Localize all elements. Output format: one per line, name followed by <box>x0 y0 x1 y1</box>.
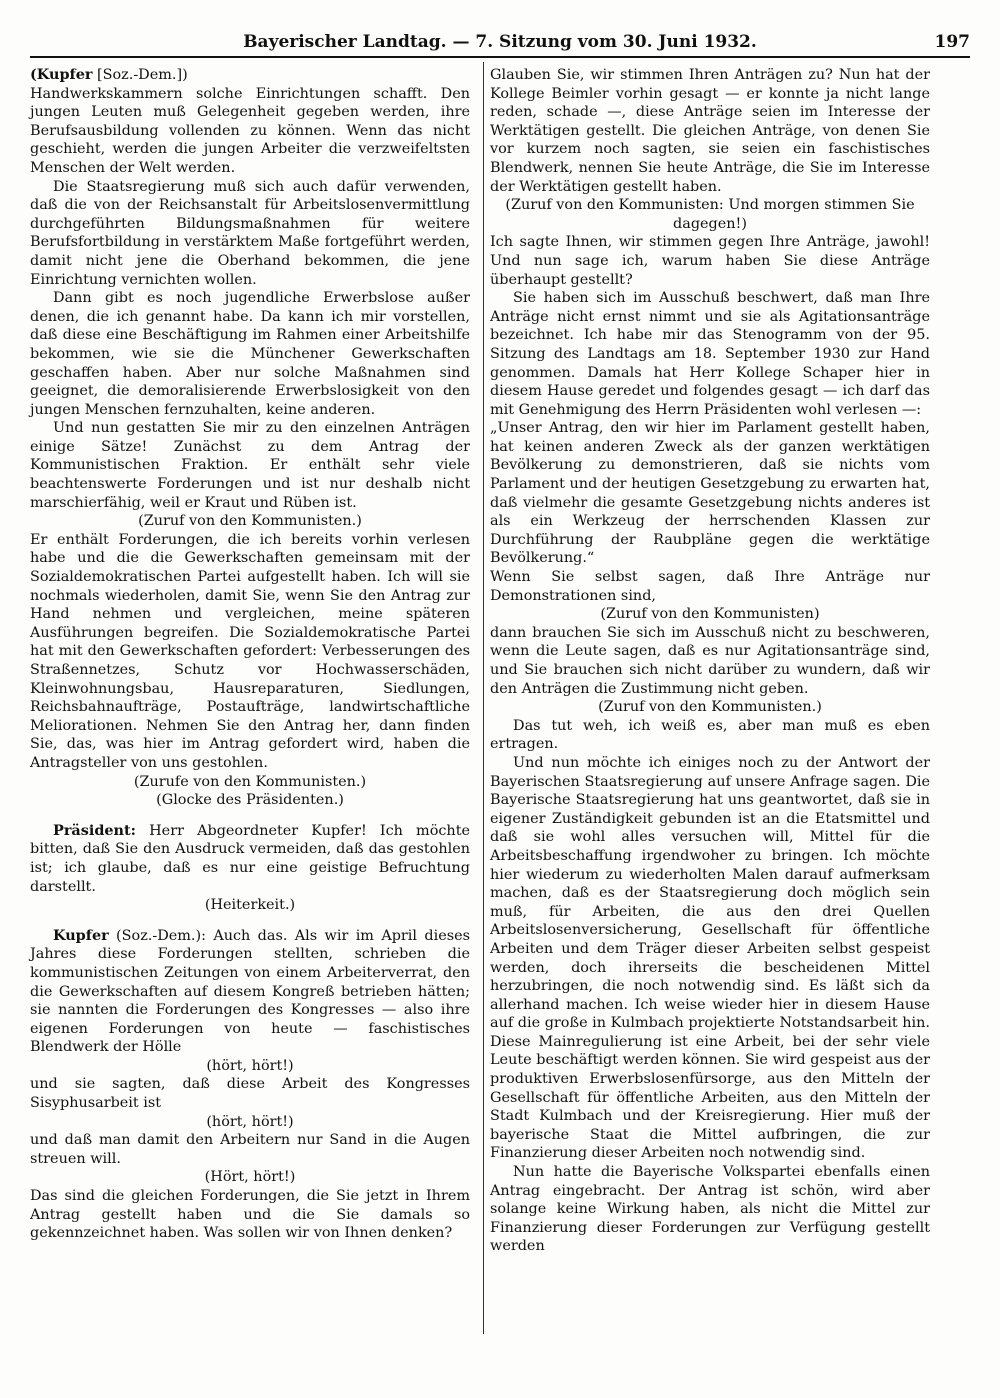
block-quote: „Unser Antrag, den wir hier im Parlament gestellt haben, hat keinen anderen Zweck als der ganzen werktätigen Bevölkerung zu demonstrieren, daß sie nichts vom Parlament und der heutigen Gesetzgebung zu erwarten hat, daß vielmehr die gesamte Gesetzgebung nichts anderes ist als ein Werkzeug der herrschenden Klassen zur Durchführung der Raubpläne gegen die werktätige Bevölkerung.“ <box>490 420 930 567</box>
speaker-party: [Soz.-Dem.]) <box>92 67 188 83</box>
right-column <box>490 66 930 1256</box>
speech-text: (Soz.-Dem.): Auch das. Als wir im April dieses Jahres diese Forderungen stellten, schrieben die kommunistischen Zeitungen von einem Arbeiterverrat, den die Gewerkschaften auf diesem Kongreß betrieben hätten; sie nannten die Forderungen des Kongresses — also ihre eigenen Forderungen von heute — faschistisches Blendwerk der Hölle <box>30 927 470 1056</box>
speaker-name: (Kupfer <box>30 66 93 83</box>
paragraph: Er enthält Forderungen, die ich bereits vorhin verlesen habe und die die Gewerkschaften gemeinsam mit der Sozialdemokratischen Partei aufgestellt haben. Ich will sie nochmals wiederholen, damit Sie, wenn Sie den Antrag zur Hand nehmen und vergleichen, meine späteren Ausführungen begreifen. Die Sozialdemokratische Partei hat mit den Gewerkschaften gefordert: Verbesserungen des Straßennetzes, Schutz vor Hochwasserschäden, Kleinwohnungsbau, Hausreparaturen, Siedlungen, Reichsbahnaufträge, Postaufträge, landwirtschaftliche Meliorationen. Nehmen Sie den Antrag her, dann finden Sie, das, was hier im Antrag gefordert wird, haben die Antragsteller von uns gestohlen. <box>30 531 470 771</box>
paragraph: Wenn Sie selbst sagen, daß Ihre Anträge nur Demonstrationen sind, <box>490 569 930 604</box>
header-title: Bayerischer Landtag. — 7. Sitzung vom 30. Juni 1932. <box>243 32 757 52</box>
paragraph: und daß man damit den Arbeitern nur Sand in die Augen streuen will. <box>30 1132 470 1167</box>
paragraph: und sie sagten, daß diese Arbeit des Kongresses Sisyphusarbeit ist <box>30 1076 470 1112</box>
paragraph: Nun hatte die Bayerische Volkspartei ebenfalls einen Antrag eingebracht. Der Antrag ist schön, wird aber solange keine Wirkung haben, als nicht die Mittel zur Finanzierung dieser Forderungen zur Verfügung gestellt werden <box>490 1164 930 1255</box>
speech-president <box>30 822 470 896</box>
paragraph: Und nun möchte ich einiges noch zu der Antwort der Bayerischen Staatsregierung auf unsere Anfrage sagen. Die Bayerische Staatsregierung hat uns geantwortet, daß sie in eigener Zuständigkeit gebunden ist an die Etatsmittel und daß sie wohl alles versuchen will, Mittel für die Arbeitsbeschaffung irgendwoher zu bringen. Ich möchte hier wiederum zu wiederholten Malen darauf aufmerksam machen, daß es der Staatsregierung doch möglich sein muß, für Arbeiten, die aus den drei Quellen Arbeitslosenversicherung, Gesellschaft für öffentliche Arbeiten und dem Träger dieser Arbeiten selbst gespeist werden, doch ihrerseits die bescheidenen Mittel herzubringen, die noch notwendig sind. Es läßt sich da allerhand machen. Ich weise wieder hier in diesem Hause auf die große in Kulmbach projektierte Notstandsarbeit hin. Diese Mainregulierung ist eine Arbeit, bei der sehr viele Leute beschäftigt werden können. Sie wird gespeist aus der produktiven Erwerbslosenfürsorge, aus den Mitteln der Gesellschaft für öffentliche Arbeiten, aus den Mitteln der Stadt Kulmbach und der Kreisregierung. Hier muß der bayerische Staat die Mittel aufbringen, die zur Finanzierung dieser Arbeiten noch notwendig sind. <box>490 754 930 1162</box>
interjection: (Heiterkeit.) <box>204 897 296 914</box>
interjection: (hört, hört!) <box>206 1057 294 1074</box>
interjection: (Zuruf von den Kommunisten) <box>600 606 820 623</box>
paragraph: Das tut weh, ich weiß es, aber man muß es eben ertragen. <box>490 717 930 753</box>
speaker-name: Präsident: <box>53 821 136 839</box>
paragraph: Dann gibt es noch jugendliche Erwerbslose außer denen, die ich genannt habe. Da kann ich mir vorstellen, daß diese eine Beschäftigung im Rahmen einer Arbeitshilfe bekommen, wie sie die Münchener Gewerkschaften geschaffen haben. Aber nur solche Maßnahmen sind geeignet, die demoralisierende Erwerbslosigkeit von den jungen Menschen fernzuhalten, keine anderen. <box>30 290 470 418</box>
interjection: (Zurufe von den Kommunisten.) <box>133 773 367 790</box>
speech-text: Herr Abgeordneter Kupfer! Ich möchte bitten, daß Sie den Ausdruck vermeiden, daß das gestohlen ist; ich glaube, daß es nur eine geistige Befruchtung darstellt. <box>30 822 470 895</box>
left-column <box>30 66 470 1243</box>
interjection: (Glocke des Präsidenten.) <box>156 792 344 809</box>
continuation-heading <box>30 66 470 85</box>
interjection: (Zuruf von den Kommunisten: Und morgen stimmen Sie dagegen!) <box>505 197 915 232</box>
paragraph: dann brauchen Sie sich im Ausschuß nicht zu beschweren, wenn die Leute sagen, daß es nur Agitationsanträge sind, und Sie brauchen sich nicht darüber zu wundern, daß wir den Anträgen die Zustimmung nicht geben. <box>490 624 930 697</box>
paragraph: Und nun gestatten Sie mir zu den einzelnen Anträgen einige Sätze! Zunächst zu dem Antrag der Kommunistischen Fraktion. Er enthält sehr viele beachtenswerte Forderungen und ist nur deshalb nicht marschierfähig, weil er Kraut und Rüben ist. <box>30 420 470 511</box>
running-header <box>30 30 970 56</box>
header-rule <box>30 56 970 58</box>
speech-kupfer <box>30 927 470 1057</box>
interjection: (Zuruf von den Kommunisten.) <box>598 699 822 716</box>
paragraph: Die Staatsregierung muß sich auch dafür verwenden, daß die von der Reichsanstalt für Arbeitslosenvermittlung durchgeführten Bildungsmaßnahmen für weitere Berufsfortbildung in verstärktem Maße fortgeführt werden, damit nicht jene die Oberhand bekommen, die jene Einrichtung vernichten wollen. <box>30 178 470 288</box>
spacer <box>30 810 470 822</box>
interjection: (hört, hört!) <box>206 1113 294 1130</box>
column-divider <box>483 62 484 1334</box>
paragraph: Sie haben sich im Ausschuß beschwert, daß man Ihre Anträge nicht ernst nimmt und sie als Agitationsanträge bezeichnet. Ich habe mir das Stenogramm von der 95. Sitzung des Landtags am 18. September 1930 zur Hand genommen. Damals hat Herr Kollege Schaper hier in diesem Hause geredet und folgendes gesagt — ich darf das mit Genehmigung des Herrn Präsidenten wohl verlesen —: <box>490 290 930 418</box>
paragraph: Handwerkskammern solche Einrichtungen schafft. Den jungen Leuten muß Gelegenheit gegeben werden, ihre Berufsausbildung vollenden zu können. Wenn das nicht geschieht, werden die jungen Arbeiter die verzweifeltsten Menschen der Welt werden. <box>30 85 470 176</box>
paragraph: Das sind die gleichen Forderungen, die Sie jetzt in Ihrem Antrag gestellt haben und die Sie damals so gekennzeichnet haben. Was sollen wir von Ihnen denken? <box>30 1188 470 1242</box>
paragraph: Glauben Sie, wir stimmen Ihren Anträgen zu? Nun hat der Kollege Beimler vorhin gesagt — er konnte ja nicht lange reden, schade —, diese Anträge seien im Interesse der Werktätigen gestellt. Die gleichen Anträge, von denen Sie vor kurzem noch sagten, sie seien ein faschistisches Blendwerk, nennen Sie heute Anträge, die Sie im Interesse der Werktätigen gestellt haben. <box>490 67 930 195</box>
spacer <box>30 915 470 927</box>
interjection: (Hört, hört!) <box>204 1169 296 1186</box>
page-number: 197 <box>934 32 970 52</box>
paragraph: Ich sagte Ihnen, wir stimmen gegen Ihre Anträge, jawohl! Und nun sage ich, warum haben Sie diese Anträge überhaupt gestellt? <box>490 234 930 288</box>
interjection: (Zuruf von den Kommunisten.) <box>138 513 362 530</box>
speaker-name: Kupfer <box>53 926 109 944</box>
